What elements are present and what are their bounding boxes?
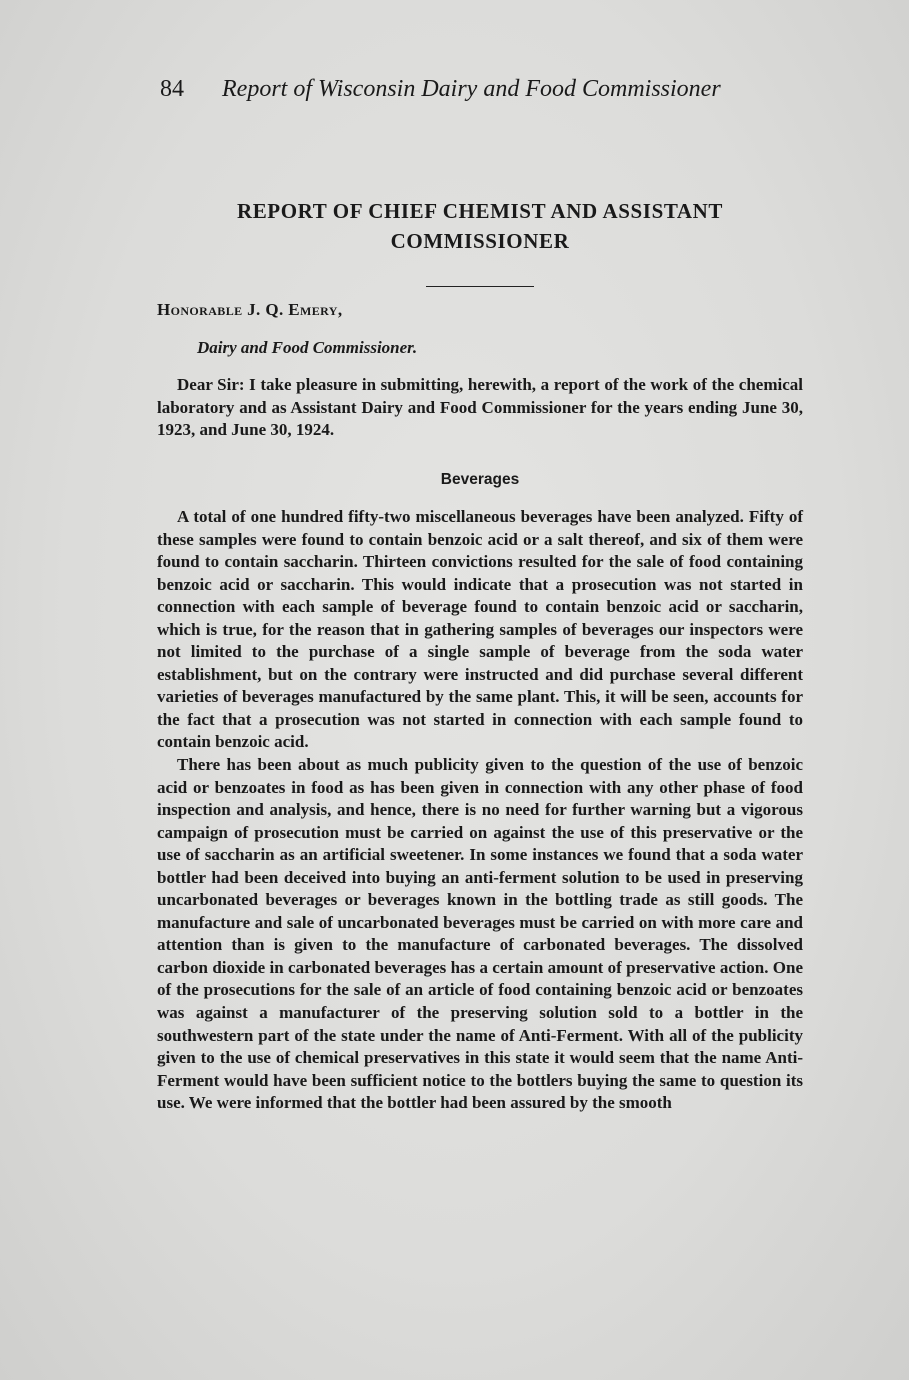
running-header [160,76,760,110]
report-title: REPORT OF CHIEF CHEMIST AND ASSISTANT COMMISSIONER [236,199,724,253]
addressee-title: Dairy and Food Commissioner. [197,338,418,357]
intro-text: Dear Sir: I take pleasure in submitting, herewith, a report of the work of the chemical laboratory and as Assistant Dairy and Food Commissioner for the years ending June 30, 1923, and June 30, 1924. [157,375,803,439]
addressee-name: Honorable J. Q. Emery, [157,300,343,319]
section-body [157,506,803,1115]
title-divider [426,286,534,287]
section-heading: Beverages [440,471,520,488]
page-number: 84 [160,76,184,102]
body-paragraph: A total of one hundred fifty-two miscellaneous beverages have been analyzed. Fifty of these samples were found to contain benzoic acid or a salt thereof, and six of them were found to contain saccharin. Thirteen convictions resulted for the sale of food containing benzoic acid or saccharin. This would indicate that a prosecution was not started in connection with each sample of beverage found to contain benzoic acid or saccharin, which is true, for the reason that in gathering samples of beverages our inspectors were not limited to the purchase of a single sample of beverage from the soda water establishment, but on the contrary were instructed and did purchase several different varieties of beverages manufactured by the same plant. This, it will be seen, accounts for the fact that a prosecution was not started in connection with each sample found to contain benzoic acid. [157,507,803,752]
body-paragraph: There has been about as much publicity given to the question of the use of benzoic acid or benzoates in food as has been given in connection with any other phase of food inspection and analysis, and hence, there is no need for further warning but a vigorous campaign of prosecution must be carried on against the use of this preservative or the use of saccharin as an artificial sweetener. In some instances we found that a soda water bottler had been deceived into buying an anti-ferment solution to be used in preserving uncarbonated beverages or beverages known in the bottling trade as still goods. The manufacture and sale of uncarbonated beverages must be carried on with more care and attention than is given to the manufacture of carbonated beverages. The dissolved carbon dioxide in carbonated beverages has a certain amount of preservative action. One of the prosecutions for the sale of an article of food containing benzoic acid or benzoates was against a manufacturer of the preserving solution sold to a bottler in the southwestern part of the state under the name of Anti-Ferment. With all of the publicity given to the use of chemical preservatives in this state it would seem that the name Anti-Ferment would have been sufficient notice to the bottlers buying the same to question its use. We were informed that the bottler had been assured by the smooth [157,755,803,1113]
running-title: Report of Wisconsin Dairy and Food Commissioner [222,76,721,102]
salutation-paragraph [157,374,803,442]
